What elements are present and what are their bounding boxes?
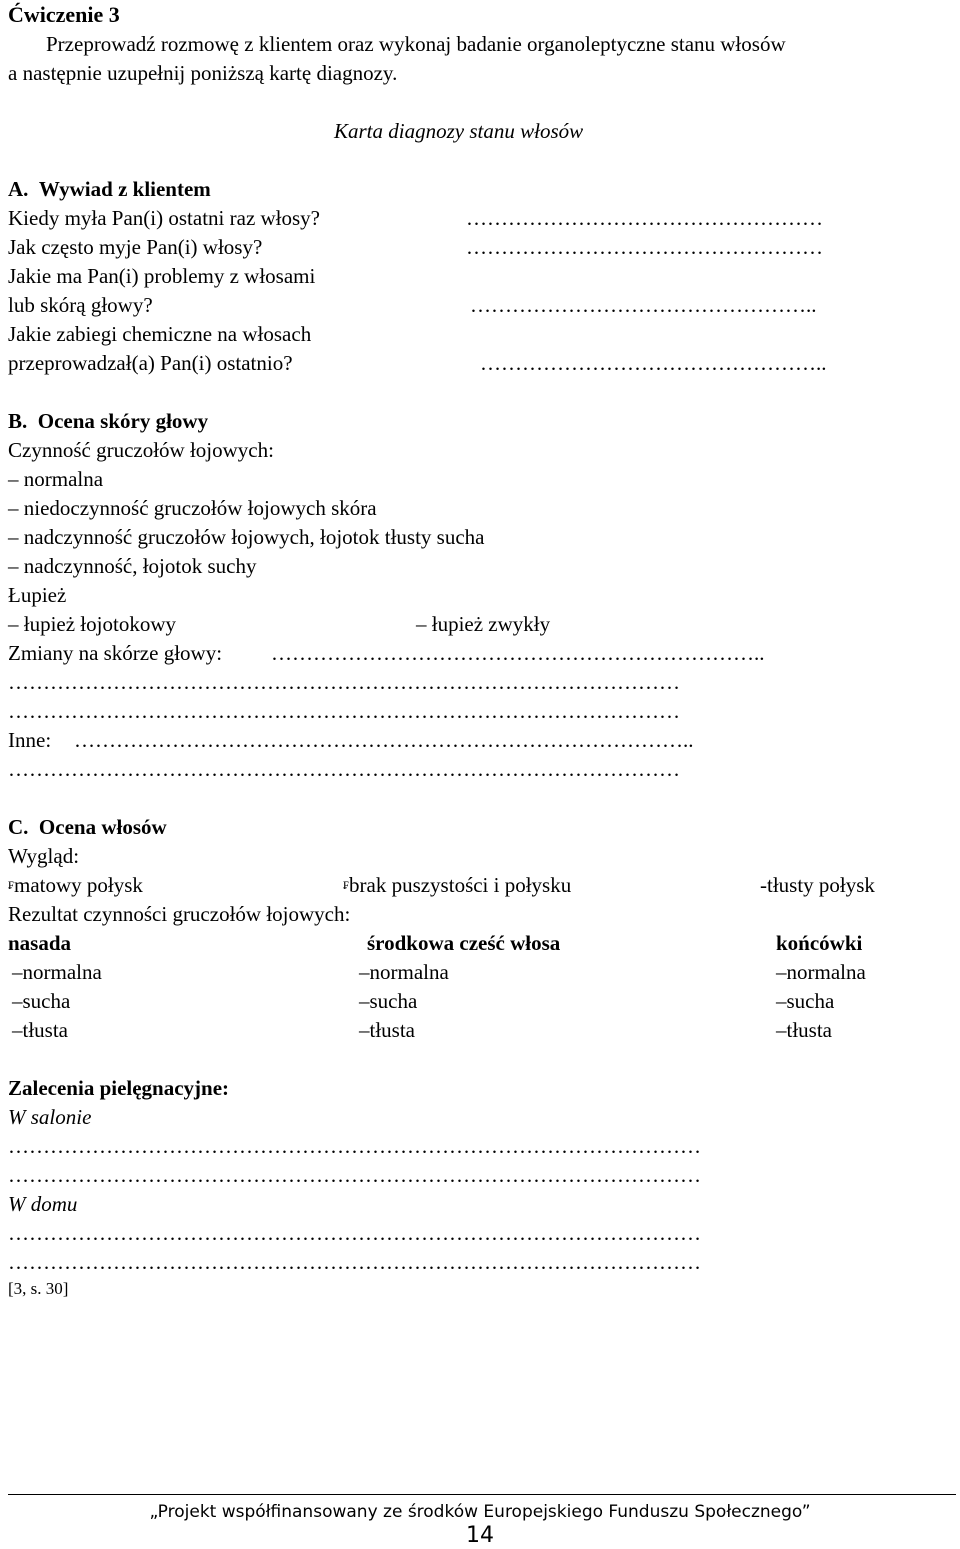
answer-line[interactable]: ……………………………………………………………………………………… xyxy=(8,1250,701,1274)
at-home-label: W domu xyxy=(8,1192,78,1216)
answer-line[interactable]: …………………………………………………………………………………… xyxy=(8,757,680,781)
option-hyperactive-oily[interactable]: – nadczynność gruczołów łojowych, łojotok tłusty sucha xyxy=(8,525,485,549)
option-normal[interactable]: – normalna xyxy=(8,467,104,491)
answer-field-last-wash[interactable]: …………………………………………… xyxy=(466,206,823,230)
question-wash-frequency: Jak często myje Pan(i) włosy? xyxy=(8,235,263,259)
glands-label: Czynność gruczołów łojowych: xyxy=(8,438,274,462)
section-b-heading: B. Ocena skóry głowy xyxy=(8,409,209,433)
appearance-label: Wygląd: xyxy=(8,844,80,868)
option-seborrheic-dandruff[interactable]: – łupież łojotokowy xyxy=(8,612,176,636)
other-label: Inne: xyxy=(8,728,52,752)
dandruff-label: Łupież xyxy=(8,583,67,607)
footer-rule xyxy=(8,1494,956,1495)
checkbox-icon: ₣ xyxy=(8,878,14,892)
intro-line-1: Przeprowadź rozmowę z klientem oraz wykonaj badanie organoleptyczne stanu włosów xyxy=(46,32,786,56)
option-common-dandruff[interactable]: – łupież zwykły xyxy=(416,612,551,636)
recommendations-heading: Zalecenia pielęgnacyjne: xyxy=(8,1076,230,1100)
root-dry[interactable]: –sucha xyxy=(12,989,71,1013)
option-hyperactive-dry[interactable]: – nadczynność, łojotok suchy xyxy=(8,554,257,578)
question-treatments-line1: Jakie zabiegi chemiczne na włosach xyxy=(8,322,312,346)
answer-field-problems[interactable]: ………………………………………….. xyxy=(470,293,817,317)
footer-text: „Projekt współfinansowany ze środków Europejskiego Funduszu Społecznego” xyxy=(149,1502,811,1522)
middle-oily[interactable]: –tłusta xyxy=(359,1018,415,1042)
option-no-volume[interactable]: ₣brak puszystości i połysku xyxy=(343,873,572,897)
question-problems-line1: Jakie ma Pan(i) problemy z włosami xyxy=(8,264,316,288)
question-problems-line2: lub skórą głowy? xyxy=(8,293,153,317)
gland-result-label: Rezultat czynności gruczołów łojowych: xyxy=(8,902,351,926)
option-matte-shine[interactable]: ₣matowy połysk xyxy=(8,873,143,897)
column-head-ends: końcówki xyxy=(776,931,863,955)
scalp-changes-label: Zmiany na skórze głowy: xyxy=(8,641,223,665)
ends-dry[interactable]: –sucha xyxy=(776,989,835,1013)
intro-line-2: a następnie uzupełnij poniższą kartę diagnozy. xyxy=(8,61,398,85)
option-hypoactive[interactable]: – niedoczynność gruczołów łojowych skóra xyxy=(8,496,377,520)
question-last-wash: Kiedy myła Pan(i) ostatni raz włosy? xyxy=(8,206,321,230)
answer-field-wash-frequency[interactable]: …………………………………………… xyxy=(466,235,823,259)
answer-field-other[interactable]: …………………………………………………………………………….. xyxy=(74,728,694,752)
section-a-heading: A. Wywiad z klientem xyxy=(8,177,211,201)
middle-dry[interactable]: –sucha xyxy=(359,989,418,1013)
question-treatments-line2: przeprowadzał(a) Pan(i) ostatnio? xyxy=(8,351,293,375)
section-c-heading: C. Ocena włosów xyxy=(8,815,167,839)
answer-line[interactable]: …………………………………………………………………………………… xyxy=(8,699,680,723)
checkbox-icon: ₣ xyxy=(343,878,349,892)
exercise-title: Ćwiczenie 3 xyxy=(8,2,120,27)
ends-oily[interactable]: –tłusta xyxy=(776,1018,832,1042)
citation: [3, s. 30] xyxy=(8,1279,69,1298)
answer-line[interactable]: …………………………………………………………………………………… xyxy=(8,670,680,694)
answer-line[interactable]: ……………………………………………………………………………………… xyxy=(8,1134,701,1158)
answer-field-treatments[interactable]: ………………………………………….. xyxy=(480,351,827,375)
ends-normal[interactable]: –normalna xyxy=(776,960,866,984)
root-normal[interactable]: –normalna xyxy=(12,960,102,984)
answer-line[interactable]: ……………………………………………………………………………………… xyxy=(8,1163,701,1187)
card-title: Karta diagnozy stanu włosów xyxy=(334,119,584,143)
answer-line[interactable]: ……………………………………………………………………………………… xyxy=(8,1221,701,1245)
middle-normal[interactable]: –normalna xyxy=(359,960,449,984)
page-number: 14 xyxy=(466,1523,494,1548)
in-salon-label: W salonie xyxy=(8,1105,92,1129)
column-head-root: nasada xyxy=(8,931,72,955)
root-oily[interactable]: –tłusta xyxy=(12,1018,68,1042)
column-head-middle: środkowa cześć włosa xyxy=(367,931,561,955)
answer-field-scalp-changes[interactable]: …………………………………………………………….. xyxy=(271,641,765,665)
option-oily-shine[interactable]: -tłusty połysk xyxy=(760,873,875,897)
